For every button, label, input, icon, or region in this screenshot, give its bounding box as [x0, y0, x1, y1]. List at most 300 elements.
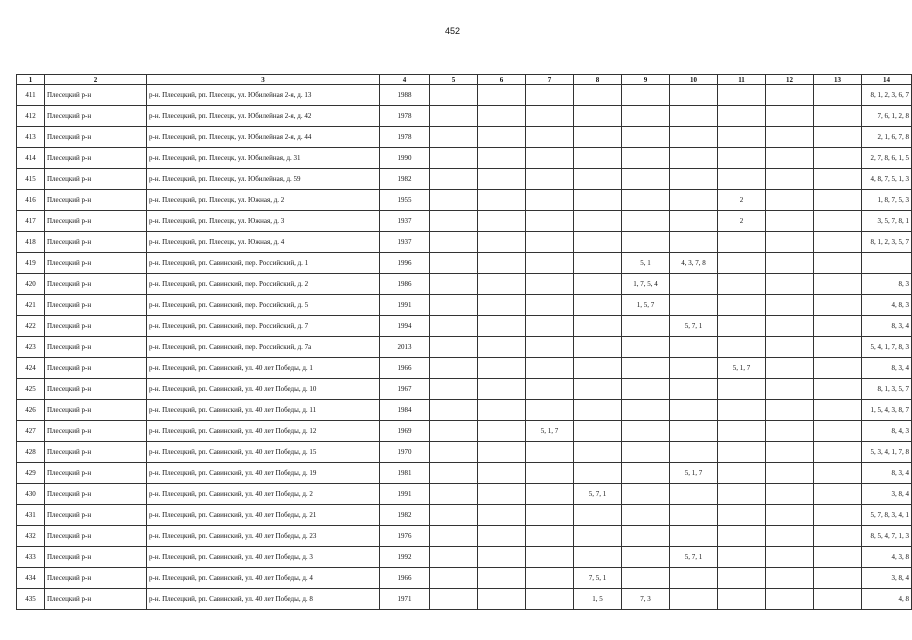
table-cell [526, 505, 574, 526]
table-row [17, 589, 912, 610]
column-header-6: 6 [478, 75, 526, 85]
table-cell [670, 421, 718, 442]
district-cell: Плесецкий р-н [45, 547, 147, 568]
table-cell [622, 127, 670, 148]
table-cell [526, 589, 574, 610]
table-cell: 1, 7, 5, 4 [622, 274, 670, 295]
table-cell [478, 442, 526, 463]
table-cell [430, 568, 478, 589]
table-cell [430, 505, 478, 526]
table-cell [478, 568, 526, 589]
year-cell: 1991 [380, 295, 430, 316]
table-cell [526, 106, 574, 127]
table-cell [574, 316, 622, 337]
table-cell [430, 484, 478, 505]
table-cell [574, 190, 622, 211]
address-cell: р-н. Плесецкий, рп. Савинский, ул. 40 лет Победы, д. 11 [147, 400, 380, 421]
address-cell: р-н. Плесецкий, рп. Савинский, ул. 40 лет Победы, д. 1 [147, 358, 380, 379]
table-cell [622, 316, 670, 337]
table-cell [814, 484, 862, 505]
district-cell: Плесецкий р-н [45, 316, 147, 337]
table-cell [526, 211, 574, 232]
table-cell [430, 379, 478, 400]
table-cell: 7, 5, 1 [574, 568, 622, 589]
page-number: 452 [444, 26, 461, 36]
work-codes-cell: 4, 3, 8 [862, 547, 912, 568]
table-cell [766, 295, 814, 316]
year-cell: 1984 [380, 400, 430, 421]
table-cell [622, 337, 670, 358]
table-cell [526, 337, 574, 358]
table-cell [814, 358, 862, 379]
table-cell: 7, 3 [622, 589, 670, 610]
table-cell [430, 316, 478, 337]
work-codes-cell: 4, 8 [862, 589, 912, 610]
district-cell: Плесецкий р-н [45, 505, 147, 526]
table-cell [478, 526, 526, 547]
table-cell [766, 463, 814, 484]
table-cell [574, 400, 622, 421]
table-row [17, 337, 912, 358]
table-cell [622, 190, 670, 211]
district-cell: Плесецкий р-н [45, 337, 147, 358]
table-cell [670, 526, 718, 547]
table-cell: 5, 1 [622, 253, 670, 274]
table-cell [718, 568, 766, 589]
district-cell: Плесецкий р-н [45, 253, 147, 274]
table-cell [478, 421, 526, 442]
row-number-cell: 421 [17, 295, 45, 316]
table-cell [430, 421, 478, 442]
table-cell [430, 169, 478, 190]
table-cell [814, 463, 862, 484]
table-cell [670, 568, 718, 589]
table-cell: 5, 1, 7 [670, 463, 718, 484]
work-codes-cell: 3, 5, 7, 8, 1 [862, 211, 912, 232]
district-cell: Плесецкий р-н [45, 358, 147, 379]
table-cell [478, 400, 526, 421]
district-cell: Плесецкий р-н [45, 379, 147, 400]
row-number-cell: 419 [17, 253, 45, 274]
year-cell: 1966 [380, 568, 430, 589]
table-cell [622, 169, 670, 190]
table-cell [670, 484, 718, 505]
work-codes-cell: 5, 4, 1, 7, 8, 3 [862, 337, 912, 358]
address-cell: р-н. Плесецкий, рп. Савинский, ул. 40 лет Победы, д. 21 [147, 505, 380, 526]
table-cell [622, 379, 670, 400]
table-cell [766, 232, 814, 253]
table-cell [670, 169, 718, 190]
table-row [17, 547, 912, 568]
table-cell [814, 274, 862, 295]
table-row [17, 568, 912, 589]
table-cell [526, 484, 574, 505]
table-cell [622, 526, 670, 547]
row-number-cell: 414 [17, 148, 45, 169]
work-codes-cell: 8, 1, 3, 5, 7 [862, 379, 912, 400]
row-number-cell: 413 [17, 127, 45, 148]
table-cell [574, 358, 622, 379]
table-cell [622, 106, 670, 127]
row-number-cell: 434 [17, 568, 45, 589]
table-cell [478, 232, 526, 253]
row-number-cell: 422 [17, 316, 45, 337]
table-cell [814, 526, 862, 547]
table-cell [526, 400, 574, 421]
table-cell: 2 [718, 190, 766, 211]
table-cell [430, 463, 478, 484]
work-codes-cell: 5, 7, 8, 3, 4, 1 [862, 505, 912, 526]
address-cell: р-н. Плесецкий, рп. Плесецк, ул. Юбилейная 2-я, д. 13 [147, 85, 380, 106]
table-cell [766, 148, 814, 169]
table-cell [718, 505, 766, 526]
table-cell [814, 253, 862, 274]
table-cell [718, 442, 766, 463]
work-codes-cell: 2, 7, 8, 6, 1, 5 [862, 148, 912, 169]
table-cell [574, 274, 622, 295]
table-cell [670, 274, 718, 295]
table-cell [622, 505, 670, 526]
table-cell [526, 274, 574, 295]
row-number-cell: 430 [17, 484, 45, 505]
table-cell [622, 211, 670, 232]
year-cell: 1986 [380, 274, 430, 295]
row-number-cell: 432 [17, 526, 45, 547]
table-cell [718, 106, 766, 127]
table-cell [478, 547, 526, 568]
table-row [17, 190, 912, 211]
district-cell: Плесецкий р-н [45, 190, 147, 211]
table-row [17, 106, 912, 127]
column-header-10: 10 [670, 75, 718, 85]
table-cell [718, 379, 766, 400]
table-cell [766, 526, 814, 547]
table-cell [670, 337, 718, 358]
table-cell [478, 505, 526, 526]
row-number-cell: 423 [17, 337, 45, 358]
address-cell: р-н. Плесецкий, рп. Плесецк, ул. Юбилейная, д. 31 [147, 148, 380, 169]
table-cell [622, 484, 670, 505]
year-cell: 1982 [380, 505, 430, 526]
row-number-cell: 425 [17, 379, 45, 400]
district-cell: Плесецкий р-н [45, 106, 147, 127]
work-codes-cell: 8, 1, 2, 3, 6, 7 [862, 85, 912, 106]
table-row [17, 148, 912, 169]
address-cell: р-н. Плесецкий, рп. Плесецк, ул. Южная, д. 2 [147, 190, 380, 211]
table-cell [670, 505, 718, 526]
table-cell [670, 106, 718, 127]
table-cell [478, 253, 526, 274]
table-row [17, 358, 912, 379]
table-cell [430, 127, 478, 148]
work-codes-cell: 4, 8, 7, 5, 1, 3 [862, 169, 912, 190]
column-header-8: 8 [574, 75, 622, 85]
table-cell [478, 85, 526, 106]
table-cell [766, 358, 814, 379]
table-cell [430, 589, 478, 610]
table-cell [814, 400, 862, 421]
table-cell [814, 568, 862, 589]
table-cell [526, 190, 574, 211]
work-codes-cell: 7, 6, 1, 2, 8 [862, 106, 912, 127]
year-cell: 1966 [380, 358, 430, 379]
table-cell [766, 568, 814, 589]
table-cell [430, 190, 478, 211]
district-cell: Плесецкий р-н [45, 463, 147, 484]
table-row [17, 253, 912, 274]
table-cell [430, 295, 478, 316]
table-cell: 4, 3, 7, 8 [670, 253, 718, 274]
table-cell [766, 85, 814, 106]
table-cell [430, 358, 478, 379]
table-cell: 5, 7, 1 [670, 547, 718, 568]
table-cell [526, 547, 574, 568]
table-row [17, 295, 912, 316]
table-cell [478, 169, 526, 190]
table-cell: 5, 7, 1 [670, 316, 718, 337]
table-row [17, 127, 912, 148]
table-cell [574, 505, 622, 526]
year-cell: 1978 [380, 106, 430, 127]
address-cell: р-н. Плесецкий, рп. Плесецк, ул. Южная, д. 4 [147, 232, 380, 253]
table-cell [766, 127, 814, 148]
column-header-7: 7 [526, 75, 574, 85]
table-cell [814, 379, 862, 400]
table-cell [718, 85, 766, 106]
table-row [17, 232, 912, 253]
table-row [17, 379, 912, 400]
year-cell: 1988 [380, 85, 430, 106]
table-cell [814, 442, 862, 463]
year-cell: 1992 [380, 547, 430, 568]
address-cell: р-н. Плесецкий, рп. Савинский, ул. 40 лет Победы, д. 23 [147, 526, 380, 547]
table-cell [766, 484, 814, 505]
table-row [17, 400, 912, 421]
table-row [17, 274, 912, 295]
table-cell [718, 169, 766, 190]
table-cell [622, 463, 670, 484]
table-cell [766, 505, 814, 526]
table-cell [766, 421, 814, 442]
address-cell: р-н. Плесецкий, рп. Савинский, ул. 40 лет Победы, д. 4 [147, 568, 380, 589]
table-cell [526, 85, 574, 106]
work-codes-cell: 8, 3 [862, 274, 912, 295]
work-codes-cell: 8, 4, 3 [862, 421, 912, 442]
table-row [17, 211, 912, 232]
work-codes-cell: 8, 5, 4, 7, 1, 3 [862, 526, 912, 547]
table-cell [478, 127, 526, 148]
table-cell [574, 337, 622, 358]
table-cell: 1, 5, 7 [622, 295, 670, 316]
table-cell [622, 85, 670, 106]
table-cell [718, 589, 766, 610]
work-codes-cell: 1, 8, 7, 5, 3 [862, 190, 912, 211]
table-cell [478, 148, 526, 169]
row-number-cell: 431 [17, 505, 45, 526]
work-codes-cell: 8, 3, 4 [862, 463, 912, 484]
table-cell [574, 526, 622, 547]
table-cell [718, 253, 766, 274]
table-cell [670, 400, 718, 421]
column-header-13: 13 [814, 75, 862, 85]
table-cell [670, 85, 718, 106]
row-number-cell: 429 [17, 463, 45, 484]
table-cell [574, 253, 622, 274]
table-cell [574, 547, 622, 568]
table-cell [478, 589, 526, 610]
table-cell [526, 358, 574, 379]
work-codes-cell: 3, 8, 4 [862, 568, 912, 589]
table-cell [766, 589, 814, 610]
row-number-cell: 420 [17, 274, 45, 295]
table-row [17, 484, 912, 505]
district-cell: Плесецкий р-н [45, 442, 147, 463]
table-cell [718, 337, 766, 358]
row-number-cell: 417 [17, 211, 45, 232]
table-cell [574, 442, 622, 463]
table-cell [718, 295, 766, 316]
table-cell [718, 400, 766, 421]
address-cell: р-н. Плесецкий, рп. Савинский, пер. Российский, д. 7 [147, 316, 380, 337]
table-cell [430, 442, 478, 463]
district-cell: Плесецкий р-н [45, 211, 147, 232]
column-header-12: 12 [766, 75, 814, 85]
table-cell [622, 232, 670, 253]
table-cell [622, 568, 670, 589]
table-cell [814, 148, 862, 169]
address-cell: р-н. Плесецкий, рп. Плесецк, ул. Юбилейная, д. 59 [147, 169, 380, 190]
table-cell [766, 169, 814, 190]
table-cell [670, 148, 718, 169]
table-cell [766, 400, 814, 421]
table-cell [478, 337, 526, 358]
table-cell [526, 568, 574, 589]
table-cell [478, 211, 526, 232]
year-cell: 1971 [380, 589, 430, 610]
table-cell [574, 127, 622, 148]
table-cell [574, 295, 622, 316]
table-row [17, 169, 912, 190]
column-header-9: 9 [622, 75, 670, 85]
table-cell [430, 253, 478, 274]
table-cell [814, 337, 862, 358]
column-header-5: 5 [430, 75, 478, 85]
district-cell: Плесецкий р-н [45, 421, 147, 442]
table-header-row [17, 75, 912, 85]
table-cell [814, 421, 862, 442]
table-cell [526, 463, 574, 484]
address-cell: р-н. Плесецкий, рп. Плесецк, ул. Юбилейная 2-я, д. 44 [147, 127, 380, 148]
row-number-cell: 424 [17, 358, 45, 379]
table-cell [430, 400, 478, 421]
table-cell [766, 379, 814, 400]
table-cell [670, 232, 718, 253]
work-codes-cell: 8, 1, 2, 3, 5, 7 [862, 232, 912, 253]
table-cell [766, 106, 814, 127]
table-cell [526, 295, 574, 316]
table-cell [526, 232, 574, 253]
district-cell: Плесецкий р-н [45, 148, 147, 169]
table-cell [622, 421, 670, 442]
table-cell [526, 379, 574, 400]
table-cell [718, 316, 766, 337]
year-cell: 1937 [380, 211, 430, 232]
table-cell [526, 169, 574, 190]
address-cell: р-н. Плесецкий, рп. Савинский, ул. 40 лет Победы, д. 10 [147, 379, 380, 400]
district-cell: Плесецкий р-н [45, 484, 147, 505]
table-row [17, 316, 912, 337]
address-cell: р-н. Плесецкий, рп. Савинский, пер. Российский, д. 2 [147, 274, 380, 295]
table-cell [814, 211, 862, 232]
table-cell [718, 484, 766, 505]
address-cell: р-н. Плесецкий, рп. Плесецк, ул. Южная, д. 3 [147, 211, 380, 232]
district-cell: Плесецкий р-н [45, 526, 147, 547]
row-number-cell: 418 [17, 232, 45, 253]
column-header-11: 11 [718, 75, 766, 85]
table-cell [718, 463, 766, 484]
table-cell: 5, 1, 7 [718, 358, 766, 379]
row-number-cell: 415 [17, 169, 45, 190]
table-cell [670, 190, 718, 211]
year-cell: 1982 [380, 169, 430, 190]
row-number-cell: 412 [17, 106, 45, 127]
district-cell: Плесецкий р-н [45, 568, 147, 589]
table-cell [814, 106, 862, 127]
year-cell: 1978 [380, 127, 430, 148]
year-cell: 1994 [380, 316, 430, 337]
table-cell [526, 442, 574, 463]
table-cell [718, 274, 766, 295]
district-cell: Плесецкий р-н [45, 274, 147, 295]
table-cell [574, 379, 622, 400]
table-cell [766, 442, 814, 463]
table-cell [430, 232, 478, 253]
district-cell: Плесецкий р-н [45, 232, 147, 253]
table-cell [718, 232, 766, 253]
year-cell: 1990 [380, 148, 430, 169]
address-cell: р-н. Плесецкий, рп. Савинский, ул. 40 лет Победы, д. 15 [147, 442, 380, 463]
column-header-3: 3 [147, 75, 380, 85]
table-cell [574, 148, 622, 169]
year-cell: 1969 [380, 421, 430, 442]
table-cell [766, 211, 814, 232]
table-cell [718, 547, 766, 568]
table-cell: 2 [718, 211, 766, 232]
table-cell [718, 526, 766, 547]
table-row [17, 85, 912, 106]
district-cell: Плесецкий р-н [45, 400, 147, 421]
table-cell [766, 547, 814, 568]
table-cell [574, 463, 622, 484]
work-codes-cell: 1, 5, 4, 3, 8, 7 [862, 400, 912, 421]
table-row [17, 505, 912, 526]
district-cell: Плесецкий р-н [45, 169, 147, 190]
work-codes-cell: 8, 3, 4 [862, 316, 912, 337]
work-codes-cell: 3, 8, 4 [862, 484, 912, 505]
table-cell [766, 274, 814, 295]
table-cell [430, 337, 478, 358]
table-cell [814, 316, 862, 337]
table-cell [430, 526, 478, 547]
table-cell [670, 295, 718, 316]
table-body [17, 85, 912, 610]
table-cell [478, 190, 526, 211]
table-cell [478, 274, 526, 295]
table-cell: 5, 7, 1 [574, 484, 622, 505]
column-header-4: 4 [380, 75, 430, 85]
work-codes-cell: 2, 1, 6, 7, 8 [862, 127, 912, 148]
table-row [17, 526, 912, 547]
